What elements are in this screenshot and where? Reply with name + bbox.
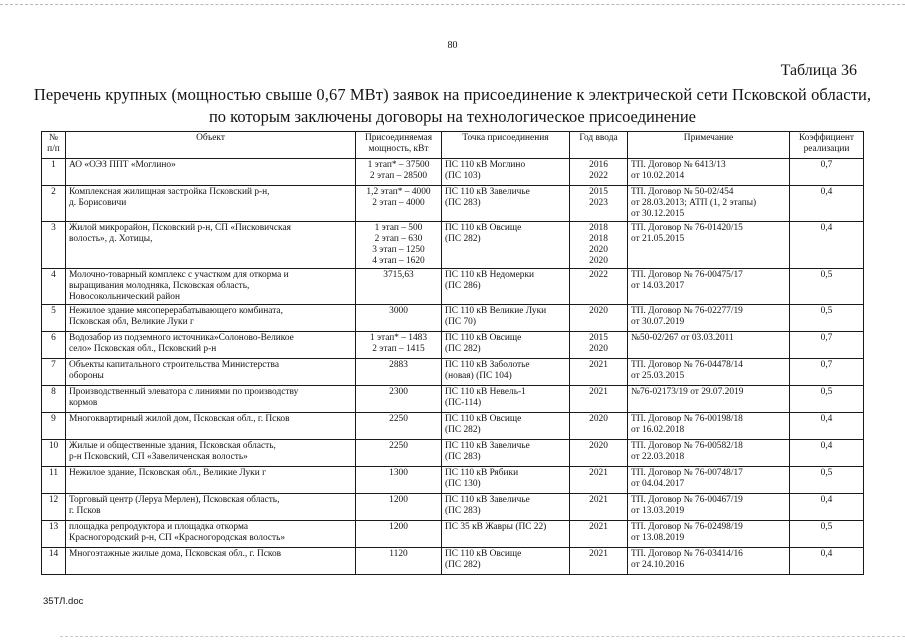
cell-year-line: 2020 bbox=[589, 344, 608, 354]
cell-point-line: ПС 110 кВ Недомерки bbox=[445, 270, 535, 280]
header-power bbox=[356, 132, 442, 159]
cell-object bbox=[66, 548, 356, 575]
table-row bbox=[42, 359, 864, 386]
cell-object-line: Многоквартирный жилой дом, Псковская обл., г. Псков bbox=[69, 414, 290, 424]
cell-object-line: Водозабор из подземного источника»Солоново-Великое bbox=[69, 333, 294, 343]
cell-year-line: 2021 bbox=[589, 495, 608, 505]
table-row bbox=[42, 386, 864, 413]
table-row bbox=[42, 548, 864, 575]
cell-power-line: 1 этап* – 37500 bbox=[367, 160, 430, 170]
cell-power bbox=[356, 222, 442, 269]
title-line-1: Перечень крупных (мощностью свыше 0,67 МВт) заявок на присоединение к электрической сети Псковской области, bbox=[33, 85, 872, 104]
cell-note-line: ТП. Договор № 6413/13 bbox=[631, 160, 726, 170]
cell-power bbox=[356, 186, 442, 222]
cell-power-line: 2 этап – 4000 bbox=[372, 198, 425, 208]
table-row bbox=[42, 494, 864, 521]
cell-note-line: ТП. Договор № 76-02277/19 bbox=[631, 306, 743, 316]
cell-power-line: 1 этап – 500 bbox=[374, 223, 423, 233]
cell-object-line: Красногородский р-н, СП «Красногородская волость» bbox=[69, 533, 286, 543]
header-text-line: Точка присоединения bbox=[462, 133, 549, 143]
cell-object bbox=[66, 159, 356, 186]
table-row bbox=[42, 413, 864, 440]
cell-note-line: от 13.08.2019 bbox=[631, 533, 685, 543]
cell-note bbox=[628, 494, 790, 521]
cell-point bbox=[442, 359, 570, 386]
cell-year-line: 2020 bbox=[589, 256, 608, 266]
cell-coef: 0,5 bbox=[790, 521, 864, 548]
cell-object bbox=[66, 222, 356, 269]
table-row bbox=[42, 440, 864, 467]
cell-num: 13 bbox=[42, 521, 66, 548]
title-line-2: по которым заключены договоры на технологическое присоединение bbox=[208, 107, 697, 126]
cell-year bbox=[570, 440, 628, 467]
cell-object-line: Многоэтажные жилые дома, Псковская обл., г. Псков bbox=[69, 549, 282, 559]
header-text-line: Коэффициент bbox=[799, 133, 854, 143]
cell-power bbox=[356, 521, 442, 548]
cell-note-line: от 10.02.2014 bbox=[631, 171, 685, 181]
cell-year bbox=[570, 359, 628, 386]
cell-note-line: от 16.02.2018 bbox=[631, 425, 685, 435]
cell-note bbox=[628, 269, 790, 305]
cell-num: 8 bbox=[42, 386, 66, 413]
table-row bbox=[42, 521, 864, 548]
header-text-line: мощность, кВт bbox=[368, 144, 429, 154]
cell-power bbox=[356, 359, 442, 386]
cell-year bbox=[570, 159, 628, 186]
cell-object-line: Жилые и общественные здания, Псковская область, bbox=[69, 441, 276, 451]
cell-num: 9 bbox=[42, 413, 66, 440]
cell-coef: 0,4 bbox=[790, 413, 864, 440]
cell-year-line: 2023 bbox=[589, 198, 608, 208]
cell-object-line: г. Псков bbox=[69, 506, 101, 516]
cell-power-line: 1120 bbox=[389, 549, 408, 559]
cell-object-line: Нежилое здание, Псковская обл., Великие Луки г bbox=[69, 468, 266, 478]
cell-point bbox=[442, 521, 570, 548]
cell-object bbox=[66, 359, 356, 386]
cell-point-line: ПС 110 кВ Овсище bbox=[445, 414, 522, 424]
connections-table bbox=[41, 131, 864, 575]
cell-note-line: от 30.12.2015 bbox=[631, 209, 685, 219]
cell-note bbox=[628, 359, 790, 386]
cell-year-line: 2015 bbox=[589, 187, 608, 197]
cell-power-line: 1200 bbox=[389, 495, 408, 505]
cell-point-line: ПС 35 кВ Жавры (ПС 22) bbox=[445, 522, 547, 532]
table-row bbox=[42, 222, 864, 269]
cell-object bbox=[66, 494, 356, 521]
cell-object-line: д. Борисовичи bbox=[69, 198, 127, 208]
cell-point bbox=[442, 413, 570, 440]
cell-note-line: от 24.10.2016 bbox=[631, 560, 685, 570]
cell-num: 7 bbox=[42, 359, 66, 386]
cell-object-line: волость», д. Хотицы, bbox=[69, 234, 153, 244]
cell-year-line: 2018 bbox=[589, 223, 608, 233]
cell-year bbox=[570, 269, 628, 305]
cell-point-line: ПС 110 кВ Моглино bbox=[445, 160, 526, 170]
cell-coef: 0,4 bbox=[790, 494, 864, 521]
cell-point-line: (ПС 130) bbox=[445, 479, 481, 489]
cell-coef: 0,5 bbox=[790, 305, 864, 332]
cell-note bbox=[628, 386, 790, 413]
cell-power-line: 2 этап – 1415 bbox=[372, 344, 425, 354]
scan-edge-top bbox=[0, 4, 905, 5]
cell-note-line: ТП. Договор № 76-00198/18 bbox=[631, 414, 743, 424]
cell-note-line: ТП. Договор № 76-00467/19 bbox=[631, 495, 743, 505]
cell-point-line: (ПС 282) bbox=[445, 425, 481, 435]
header-num bbox=[42, 132, 66, 159]
cell-num: 14 bbox=[42, 548, 66, 575]
cell-note-line: от 21.05.2015 bbox=[631, 234, 685, 244]
cell-power bbox=[356, 269, 442, 305]
cell-year-line: 2020 bbox=[589, 245, 608, 255]
header-text-line: п/п bbox=[47, 144, 60, 154]
cell-object-line: Производственный элеватора с линиями по производству bbox=[69, 387, 299, 397]
cell-power-line: 3 этап – 1250 bbox=[372, 245, 425, 255]
table-row bbox=[42, 467, 864, 494]
cell-coef: 0,5 bbox=[790, 467, 864, 494]
cell-power bbox=[356, 386, 442, 413]
cell-coef: 0,5 bbox=[790, 269, 864, 305]
cell-point bbox=[442, 494, 570, 521]
footer-filename: 35ТЛ.doc bbox=[43, 596, 84, 607]
cell-note-line: ТП. Договор № 76-00748/17 bbox=[631, 468, 743, 478]
cell-point-line: ПС 110 кВ Овсище bbox=[445, 333, 522, 343]
cell-point-line: (ПС 70) bbox=[445, 317, 476, 327]
cell-num: 5 bbox=[42, 305, 66, 332]
cell-num: 4 bbox=[42, 269, 66, 305]
header-coef bbox=[790, 132, 864, 159]
header-text-line: № bbox=[49, 133, 58, 143]
cell-object-line: АО «ОЭЗ ППТ «Моглино» bbox=[69, 160, 176, 170]
cell-note bbox=[628, 186, 790, 222]
cell-object bbox=[66, 521, 356, 548]
cell-point-line: ПС 110 кВ Овсище bbox=[445, 223, 522, 233]
cell-year-line: 2018 bbox=[589, 234, 608, 244]
cell-object-line: р-н Псковский, СП «Завеличенская волость» bbox=[69, 452, 248, 462]
cell-object-line: кормов bbox=[69, 398, 98, 408]
cell-note-line: ТП. Договор № 76-01420/15 bbox=[631, 223, 743, 233]
cell-object bbox=[66, 269, 356, 305]
cell-note-line: от 25.03.2015 bbox=[631, 371, 685, 381]
cell-power-line: 1 этап* – 1483 bbox=[369, 333, 428, 343]
cell-year bbox=[570, 521, 628, 548]
table-label: Таблица 36 bbox=[780, 62, 857, 79]
cell-point-line: ПС 110 кВ Завеличье bbox=[445, 495, 530, 505]
cell-point-line: ПС 110 кВ Заболотье bbox=[445, 360, 530, 370]
cell-note bbox=[628, 159, 790, 186]
cell-point-line: ПС 110 кВ Завеличье bbox=[445, 441, 530, 451]
cell-year-line: 2022 bbox=[589, 171, 608, 181]
cell-object-line: Псковская обл, Великие Луки г bbox=[69, 317, 194, 327]
cell-object bbox=[66, 186, 356, 222]
cell-power-line: 3000 bbox=[389, 306, 408, 316]
cell-point-line: (ПС 286) bbox=[445, 281, 481, 291]
cell-num: 3 bbox=[42, 222, 66, 269]
cell-point-line: (ПС-114) bbox=[445, 398, 482, 408]
cell-note bbox=[628, 332, 790, 359]
header-text-line: Присоединяемая bbox=[364, 133, 433, 143]
cell-note bbox=[628, 548, 790, 575]
cell-year-line: 2021 bbox=[589, 522, 608, 532]
cell-power bbox=[356, 467, 442, 494]
cell-object-line: село» Псковская обл., Псковский р-н bbox=[69, 344, 217, 354]
cell-power-line: 4 этап – 1620 bbox=[372, 256, 425, 266]
cell-object bbox=[66, 332, 356, 359]
cell-object-line: Жилой микрорайон, Псковский р-н, СП «Писковичская bbox=[69, 223, 291, 233]
table-row bbox=[42, 159, 864, 186]
cell-year bbox=[570, 386, 628, 413]
cell-power bbox=[356, 494, 442, 521]
cell-coef: 0,7 bbox=[790, 359, 864, 386]
cell-point-line: (ПС 103) bbox=[445, 171, 481, 181]
cell-point bbox=[442, 222, 570, 269]
cell-note-line: от 28.03.2013; АТП (1, 2 этапы) bbox=[631, 198, 757, 208]
cell-power-line: 2250 bbox=[389, 414, 408, 424]
cell-point bbox=[442, 305, 570, 332]
cell-num: 12 bbox=[42, 494, 66, 521]
cell-object-line: выращивания молодняка, Псковская область, bbox=[69, 281, 250, 291]
cell-note-line: от 04.04.2017 bbox=[631, 479, 685, 489]
cell-year-line: 2015 bbox=[589, 333, 608, 343]
cell-power-line: 1200 bbox=[389, 522, 408, 532]
cell-note bbox=[628, 222, 790, 269]
cell-year bbox=[570, 332, 628, 359]
cell-year-line: 2021 bbox=[589, 387, 608, 397]
cell-object-line: Комплексная жилищная застройка Псковский р-н, bbox=[69, 187, 270, 197]
header-text-line: Год ввода bbox=[579, 133, 618, 143]
cell-object bbox=[66, 440, 356, 467]
cell-object-line: Нежилое здание мясоперерабатывающего комбината, bbox=[69, 306, 283, 316]
cell-power-line: 2 этап – 28500 bbox=[369, 171, 428, 181]
cell-note bbox=[628, 440, 790, 467]
cell-note-line: от 30.07.2019 bbox=[631, 317, 685, 327]
cell-object bbox=[66, 413, 356, 440]
header-note bbox=[628, 132, 790, 159]
cell-num: 1 bbox=[42, 159, 66, 186]
cell-object-line: обороны bbox=[69, 371, 104, 381]
cell-coef: 0,5 bbox=[790, 386, 864, 413]
header-year bbox=[570, 132, 628, 159]
cell-year bbox=[570, 413, 628, 440]
cell-num: 6 bbox=[42, 332, 66, 359]
header-text-line: Объект bbox=[196, 133, 225, 143]
cell-coef: 0,4 bbox=[790, 222, 864, 269]
cell-coef: 0,4 bbox=[790, 440, 864, 467]
table-row bbox=[42, 305, 864, 332]
cell-year bbox=[570, 305, 628, 332]
table-row bbox=[42, 332, 864, 359]
cell-point-line: ПС 110 кВ Завеличье bbox=[445, 187, 530, 197]
cell-object-line: площадка репродуктора и площадка откорма bbox=[69, 522, 248, 532]
cell-power-line: 1300 bbox=[389, 468, 408, 478]
cell-coef: 0,7 bbox=[790, 332, 864, 359]
cell-note bbox=[628, 305, 790, 332]
cell-power-line: 3715,63 bbox=[383, 270, 414, 280]
cell-power-line: 2 этап – 630 bbox=[374, 234, 423, 244]
cell-coef: 0,7 bbox=[790, 159, 864, 186]
cell-note-line: ТП. Договор № 76-02498/19 bbox=[631, 522, 743, 532]
cell-object-line: Объекты капитального строительства Министерства bbox=[69, 360, 279, 370]
cell-num: 2 bbox=[42, 186, 66, 222]
cell-year bbox=[570, 222, 628, 269]
cell-point bbox=[442, 440, 570, 467]
cell-coef: 0,4 bbox=[790, 186, 864, 222]
cell-note-line: от 13.03.2019 bbox=[631, 506, 685, 516]
cell-year-line: 2016 bbox=[589, 160, 608, 170]
cell-point-line: (ПС 282) bbox=[445, 560, 481, 570]
cell-object-line: Новосокольнический район bbox=[69, 292, 180, 302]
table-row bbox=[42, 186, 864, 222]
cell-object-line: Торговый центр (Леруа Мерлен), Псковская область, bbox=[69, 495, 280, 505]
cell-year bbox=[570, 186, 628, 222]
cell-year-line: 2020 bbox=[589, 306, 608, 316]
cell-power bbox=[356, 440, 442, 467]
cell-power bbox=[356, 305, 442, 332]
cell-note-line: ТП. Договор № 76-03414/16 bbox=[631, 549, 743, 559]
cell-point bbox=[442, 186, 570, 222]
cell-point-line: ПС 110 кВ Великие Луки bbox=[445, 306, 547, 316]
page-number: 80 bbox=[447, 40, 458, 51]
cell-power-line: 2883 bbox=[389, 360, 408, 370]
cell-object bbox=[66, 467, 356, 494]
cell-power bbox=[356, 332, 442, 359]
table-body bbox=[42, 159, 864, 575]
cell-year-line: 2020 bbox=[589, 441, 608, 451]
cell-point-line: (ПС 283) bbox=[445, 452, 481, 462]
cell-power-line: 2250 bbox=[389, 441, 408, 451]
cell-object-line: Молочно-товарный комплекс с участком для откорма и bbox=[69, 270, 289, 280]
cell-coef: 0,4 bbox=[790, 548, 864, 575]
cell-note-line: от 14.03.2017 bbox=[631, 281, 685, 291]
cell-point bbox=[442, 548, 570, 575]
cell-power bbox=[356, 159, 442, 186]
header-text-line: реализации bbox=[803, 144, 850, 154]
cell-power-line: 2300 bbox=[389, 387, 408, 397]
cell-power-line: 1,2 этап* – 4000 bbox=[366, 187, 431, 197]
cell-point-line: (ПС 283) bbox=[445, 198, 481, 208]
cell-year-line: 2021 bbox=[589, 360, 608, 370]
cell-point-line: (ПС 282) bbox=[445, 234, 481, 244]
cell-year-line: 2022 bbox=[589, 270, 608, 280]
cell-note-line: ТП. Договор № 50-02/454 bbox=[631, 187, 734, 197]
cell-note-line: ТП. Договор № 76-00582/18 bbox=[631, 441, 743, 451]
cell-power bbox=[356, 548, 442, 575]
cell-point bbox=[442, 269, 570, 305]
cell-num: 10 bbox=[42, 440, 66, 467]
scan-edge-bottom bbox=[60, 636, 905, 637]
cell-point-line: ПС 110 кВ Овсище bbox=[445, 549, 522, 559]
cell-point-line: (ПС 283) bbox=[445, 506, 481, 516]
cell-power bbox=[356, 413, 442, 440]
cell-year bbox=[570, 548, 628, 575]
cell-point bbox=[442, 467, 570, 494]
cell-note bbox=[628, 521, 790, 548]
cell-point bbox=[442, 159, 570, 186]
cell-point-line: ПС 110 кВ Рябики bbox=[445, 468, 519, 478]
cell-point bbox=[442, 332, 570, 359]
cell-year-line: 2021 bbox=[589, 549, 608, 559]
cell-object bbox=[66, 386, 356, 413]
table-header-row bbox=[42, 132, 864, 159]
cell-point-line: (новая) (ПС 104) bbox=[445, 371, 512, 381]
cell-note bbox=[628, 413, 790, 440]
cell-note-line: №76-02173/19 от 29.07.2019 bbox=[631, 387, 744, 397]
cell-note bbox=[628, 467, 790, 494]
header-object bbox=[66, 132, 356, 159]
cell-object bbox=[66, 305, 356, 332]
cell-note-line: от 22.03.2018 bbox=[631, 452, 685, 462]
cell-point-line: ПС 110 кВ Невель-1 bbox=[445, 387, 526, 397]
cell-point bbox=[442, 386, 570, 413]
header-text-line: Примечание bbox=[683, 133, 734, 143]
cell-year-line: 2020 bbox=[589, 414, 608, 424]
cell-year-line: 2021 bbox=[589, 468, 608, 478]
cell-note-line: №50-02/267 от 03.03.2011 bbox=[631, 333, 734, 343]
cell-num: 11 bbox=[42, 467, 66, 494]
cell-year bbox=[570, 494, 628, 521]
cell-note-line: ТП. Договор № 76-00475/17 bbox=[631, 270, 743, 280]
table-row bbox=[42, 269, 864, 305]
cell-note-line: ТП. Договор № 76-04478/14 bbox=[631, 360, 743, 370]
header-point bbox=[442, 132, 570, 159]
cell-point-line: (ПС 282) bbox=[445, 344, 481, 354]
cell-year bbox=[570, 467, 628, 494]
